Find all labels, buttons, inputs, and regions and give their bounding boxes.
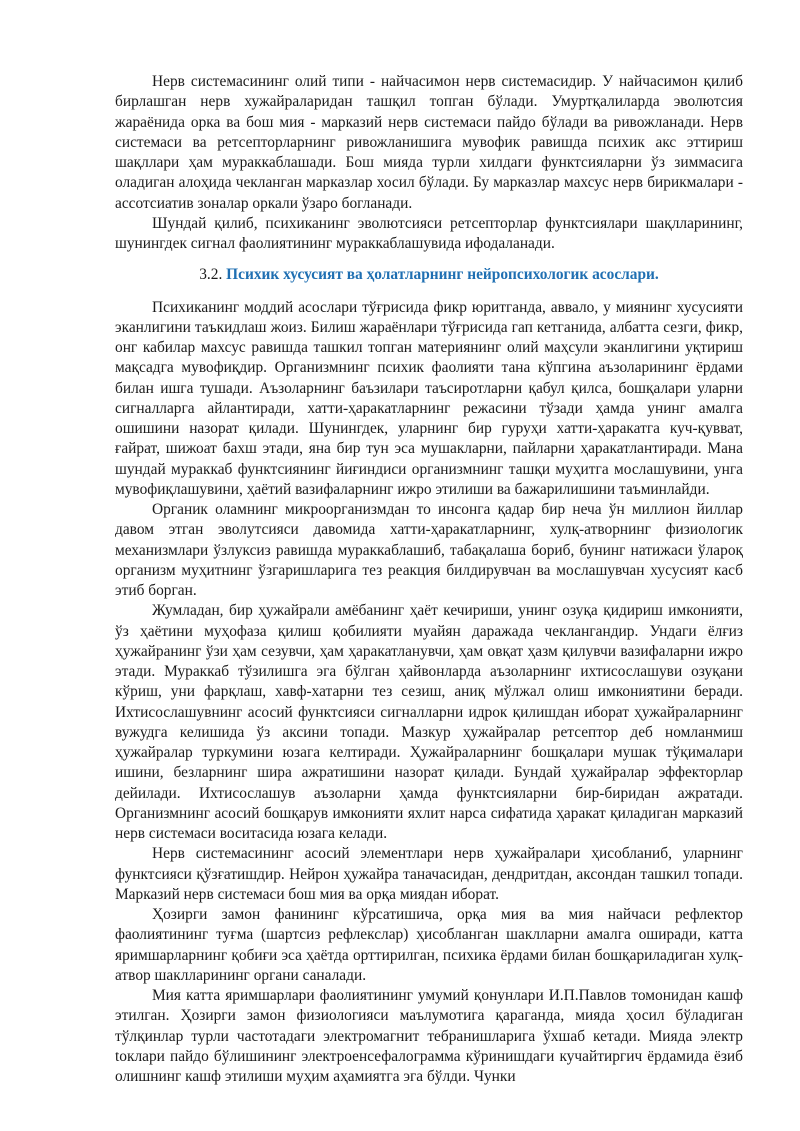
paragraph: Нерв системасининг асосий элементлари нерв ҳужайралари ҳисобланиб, уларнинг функтсияси қўзғатишдир. Нейрон ҳужайра таначасидан, дендритдан, аксондан ташкил топади. Марказий нерв системаси бош мия ва орқа миядан иборат.: [115, 845, 743, 903]
paragraph: Мия катта яримшарлари фаолиятининг умумий қонунлари И.П.Павлов томонидан кашф этилган. Ҳозирги замон физиологияси маълумотига қараганда, мияда ҳосил бўладиган тўлқинлар турли частотадаги электромагнит тебранишларига ўхшаб кетади. Мияда электр toклари пайдо бўлишининг электроенсефалограмма кўринишдаги кучайтиргич ёрдамида ёзиб олишнинг кашф этилиши муҳим аҳамиятга эга бўлди. Чунки: [115, 987, 743, 1085]
paragraph: Нерв системасининг олий типи - найчасимон нерв системасидир. У найчасимон қилиб бирлашган нерв хужайраларидан ташқил топган бўлади. Умуртқалиларда эволютсия жараёнида орка ва бош мия - марказий нерв системаси пайдо бўлади ва ривожланади. Нерв системаси ва ретсепторларнинг ривожланишига мувофик равишда психик акс эттириш шақллари ҳам мураккаблашади. Бош мияда турли хилдаги функтсияларни ўз зиммасига оладиган алоҳида чекланган марказлар хосил бўлади. Бу марказлар махсус нерв бирикмалари - ассотсиатив зоналар оркали ўзаро богланади.: [115, 73, 743, 212]
paragraph: Жумладан, бир ҳужайрали амёбанинг ҳаёт кечириши, унинг озуқа қидириш имконияти, ўз ҳаётини муҳофаза қилиш қобилияти муайян даражада чеклангандир. Ундаги ёлғиз ҳужайранинг ўзи ҳам сезувчи, ҳам ҳаракатланувчи, ҳам овқат ҳазм қилувчи вазифаларни ижро этади. Мураккаб тўзилишга эга бўлган ҳайвонларда аъзоларнинг ихтисослашуви озуқани кўриш, уни фарқлаш, хавф-хатарни тез сезиш, аниқ мўлжал олиш имкониятини беради. Ихтисослашувнинг асосий функтсияси сигналларни идрок қилишдан иборат ҳужайраларнинг вужудга келишида ўз аксини топади. Мазкур ҳужайралар ретсептор деб номланмиш ҳужайралар туркумини юзага келтиради. Ҳужайраларнинг бошқалари мушак тўқималари ишини, безларнинг шира ажратишини назорат қилади. Бундай ҳужайралар эффекторлар дейилади. Ихтисослашув аъзоларни ҳамда функтсияларни бир-биридан ажратади. Организмнинг асосий бошқарув имконияти яхлит нарса сифатида ҳаракат қиладиган марказий нерв системаси воситасида юзага келади.: [115, 602, 743, 842]
section-title: Психик хусусият ва ҳолатларнинг нейропсихологик асослари.: [226, 266, 659, 284]
document-page: [115, 72, 743, 1087]
paragraph: Ҳозирги замон фанининг кўрсатишича, орқа мия ва мия найчаси рефлектор фаолиятининг туғма (шартсиз рефлекслар) ҳисобланган шаклларни амалга оширади, катта яримшарларнинг қобиғи эса ҳаётда орттирилган, психика ёрдами билан бошқариладиган хулқ-атвор шаклларининг органи саналади.: [115, 906, 743, 984]
section-number: 3.2.: [199, 266, 227, 284]
paragraph: Психиканинг моддий асослари тўғрисида фикр юритганда, аввало, у миянинг хусусияти эканлигини таъкидлаш жоиз. Билиш жараёнлари тўғрисида гап кетганида, албатта сезги, фикр, онг кабилар махсус равишда ташкил топган материянинг олий маҳсули эканлигини уқтириш мақсадга мувофиқдир. Организмнинг психик фаолияти тана кўпгина аъзоларининг ёрдами билан ишга тушади. Аъзоларнинг баъзилари таъсиротларни қабул қилса, бошқалари уларни сигналларга айлантиради, хатти-ҳаракатларнинг режасини тўзади ҳамда унинг амалга ошишини назорат қилади. Шунингдек, уларнинг бир гуруҳи хатти-ҳаракатга куч-қувват, ғайрат, шижоат бахш этади, яна бир тун эса мушакларни, пайларни ҳаракатлантиради. Мана шундай мураккаб функтсиянинг йиғиндиси организмнинг ташқи муҳитга мослашувини, унга мувофиқлашувини, ҳаётий вазифаларнинг ижро этилиши ва бажарилишини таъминлайди.: [115, 298, 743, 498]
section-heading: [115, 265, 743, 285]
paragraph: Органик оламнинг микроорганизмдан то инсонга қадар бир неча ўн миллион йиллар давом этган эволутсияси давомида хатти-ҳаракатларнинг, хулқ-атворнинг физиологик механизмлари ўзлуксиз равишда мураккаблашиб, табақалаша бориб, бунинг натижаси ўлароқ организм муҳитнинг ўзгаришларига тез реакция билдирувчан ва мослашувчан хусусият касб этиб борган.: [115, 501, 743, 599]
paragraph: Шундай қилиб, психиканинг эволютсияси ретсепторлар функтсиялари шақлларининг, шунингдек сигнал фаолиятининг мураккаблашувида ифодаланади.: [115, 214, 743, 252]
